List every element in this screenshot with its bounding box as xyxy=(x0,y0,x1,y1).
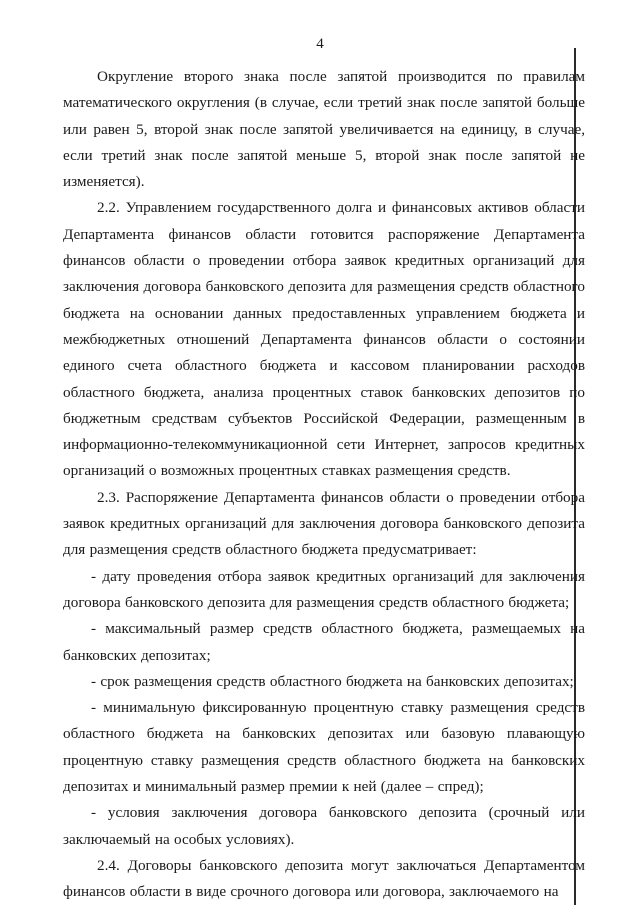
paragraph-2-2: 2.2. Управлением государственного долга и финансовых активов области Департамента финансов области готовится распоряжение Департамента финансов области о проведении отбора заявок кредитных организаций для заключения договора банковского депозита для размещения средств областного бюджета на основании данных предоставленных управлением бюджета и межбюджетных отношений Департамента финансов области о состоянии единого счета областного бюджета и кассовом планировании расходов областного бюджета, анализа процентных ставок банковских депозитов по бюджетным средствам субъектов Российской Федерации, размещенным в информационно-телекоммуникационной сети Интернет, запросов кредитных организаций о возможных процентных ставках размещения средств. xyxy=(63,199,585,480)
paragraph-rounding-rule: Округление второго знака после запятой производится по правилам математического округления (в случае, если третий знак после запятой больше или равен 5, второй знак после запятой увеличивается на единицу, в случае, если третий знак после запятой меньше 5, второй знак после запятой не изменяется). xyxy=(63,68,585,191)
list-item: - минимальную фиксированную процентную ставку размещения средств областного бюджета на банковских депозитах или базовую плавающую процентную ставку размещения средств областного бюджета на банковских депозитах и минимальный размер премии к ней (далее – спред); xyxy=(63,699,585,796)
page-number: 4 xyxy=(316,36,324,52)
paragraph-2-4: 2.4. Договоры банковского депозита могут заключаться Департаментом финансов области в виде срочного договора или договора, заключаемого на xyxy=(63,856,585,901)
list-item: - срок размещения средств областного бюджета на банковских депозитах; xyxy=(91,672,574,690)
list-item: - максимальный размер средств областного бюджета, размещаемых на банковских депозитах; xyxy=(63,620,585,664)
paragraph-2-3: 2.3. Распоряжение Департамента финансов области о проведении отбора заявок кредитных организаций для заключения договора банковского депозита для размещения средств областного бюджета предусматривает: xyxy=(63,488,585,559)
list-item: - дату проведения отбора заявок кредитных организаций для заключения договора банковского депозита для размещения средств областного бюджета; xyxy=(63,567,585,611)
list-item: - условия заключения договора банковского депозита (срочный или заключаемый на особых условиях). xyxy=(63,804,585,848)
document-body xyxy=(63,64,585,906)
